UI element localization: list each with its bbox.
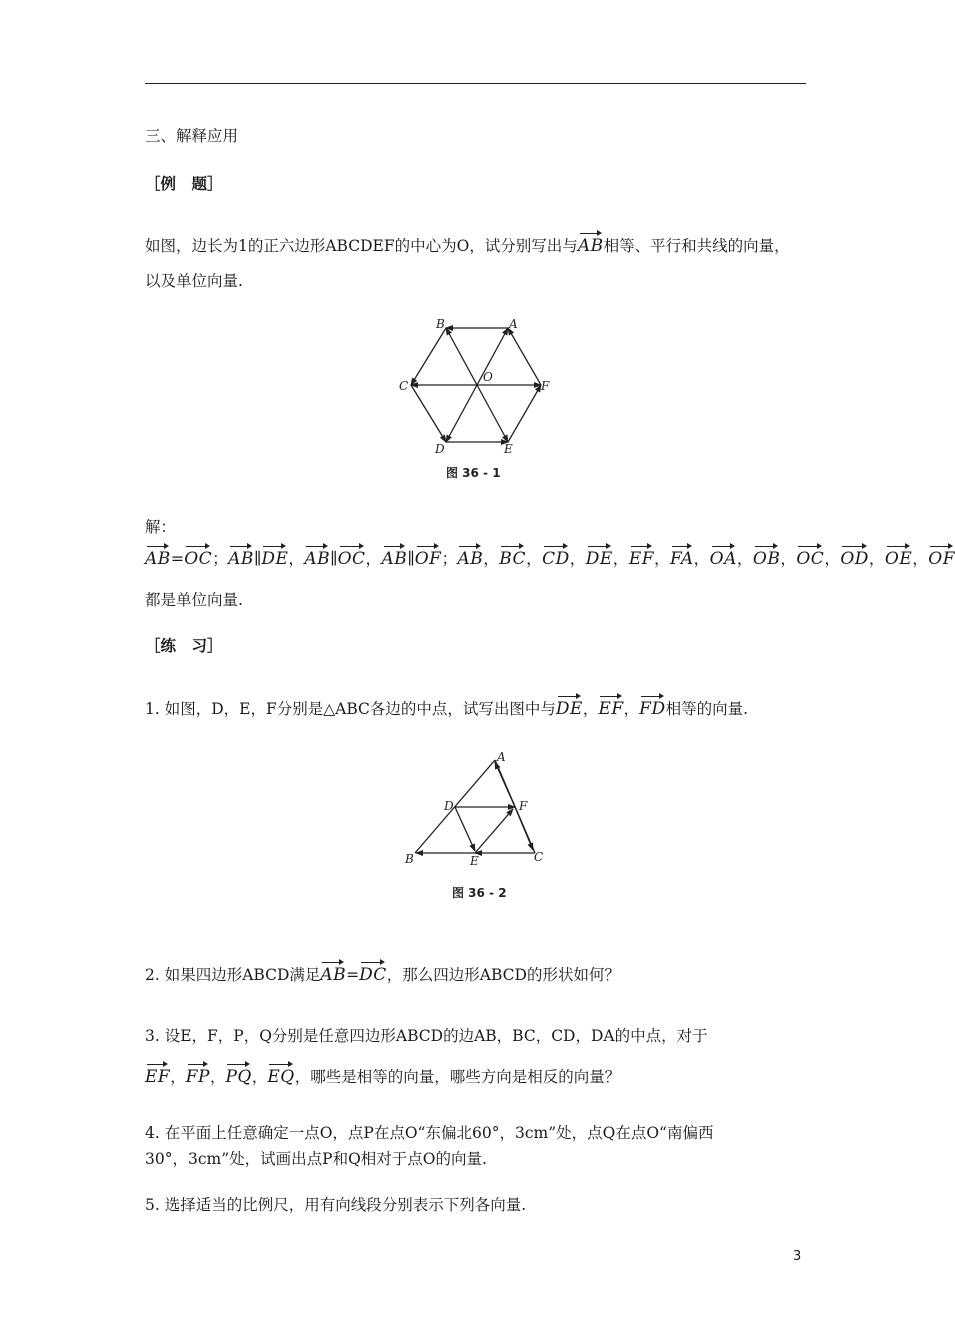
problem-5: 5. 选择适当的比例尺，用有向线段分别表示下列各向量.	[145, 1196, 527, 1214]
unit-vector: EF	[629, 546, 654, 570]
sol-vec: AB	[145, 546, 171, 570]
p3-vec: EQ	[267, 1064, 294, 1088]
vec-b-to-c	[411, 328, 446, 385]
p1-vec: DE	[556, 696, 583, 720]
label-a: A	[497, 750, 506, 764]
sol-sep: ；	[441, 549, 458, 568]
sol-comma: ，	[912, 549, 929, 568]
sol-comma: ，	[780, 549, 797, 568]
sol-parallel: ∥	[330, 549, 338, 568]
vec-c-to-d	[411, 385, 446, 442]
unit-vector-list	[457, 549, 955, 568]
sol-parallel: ∥	[407, 549, 415, 568]
sol-vec: OF	[415, 546, 442, 570]
vec-e-to-f	[508, 385, 541, 442]
unit-vector: OA	[710, 546, 737, 570]
solution-label: 解：	[145, 518, 177, 536]
sol-comma: ，	[569, 549, 586, 568]
example-text-suffix: 相等、平行和共线的向量，	[603, 237, 790, 255]
sol-sep: ；	[212, 549, 229, 568]
example-line2: 以及单位向量.	[145, 272, 243, 290]
sol-comma: ，	[365, 549, 382, 568]
unit-vector: OF	[928, 546, 955, 570]
page-number: 3	[793, 1249, 802, 1264]
label-o: O	[483, 370, 493, 384]
sol-comma: ，	[288, 549, 305, 568]
problem-1-suffix: 相等的向量.	[665, 700, 749, 718]
figure1-caption: 图 36 - 1	[446, 466, 501, 480]
problem-1-prefix: 1. 如图，D，E，F分别是△ABC各边的中点，试写出图中与	[145, 700, 556, 718]
sol-vec: AB	[228, 546, 254, 570]
practice-heading: ［练 习］	[145, 636, 223, 655]
example-line1	[145, 233, 790, 257]
sol-parallel: ∥	[253, 549, 262, 568]
vector-ab: AB	[578, 233, 604, 257]
solution-tail: 都是单位向量.	[145, 591, 243, 609]
problem-2-prefix: 2. 如果四边形ABCD满足	[145, 966, 321, 984]
sol-comma: ，	[824, 549, 841, 568]
unit-vector: FA	[670, 546, 694, 570]
header-rule	[145, 83, 806, 84]
sol-comma: ，	[483, 549, 500, 568]
vec-f-to-a	[495, 762, 515, 807]
label-d: D	[435, 442, 445, 456]
unit-vector: OE	[885, 546, 912, 570]
p1-vec: EF	[598, 696, 623, 720]
vec-o-to-e	[477, 385, 508, 442]
problem-1: 1. 如图，D，E，F分别是△ABC各边的中点，试写出图中与DE，EF，FD相等的向量.	[145, 696, 748, 720]
vec-f-to-a	[508, 328, 541, 385]
sol-vec: OC	[338, 546, 366, 570]
sol-comma: ，	[736, 549, 753, 568]
label-e: E	[470, 854, 479, 868]
unit-vector: BC	[499, 546, 526, 570]
problem-2	[145, 962, 620, 986]
vec-f-to-c	[515, 807, 533, 850]
figure-triangle	[400, 750, 560, 905]
label-d: D	[444, 799, 454, 813]
sol-comma: ，	[868, 549, 885, 568]
label-c: C	[534, 850, 544, 864]
vec-o-to-b	[446, 328, 477, 385]
label-f: F	[519, 799, 528, 813]
problem-2-suffix: ，那么四边形ABCD的形状如何？	[386, 966, 620, 984]
sol-vec: OC	[184, 546, 212, 570]
label-b: B	[436, 317, 445, 331]
unit-vector: DE	[586, 546, 613, 570]
unit-vector: OC	[796, 546, 824, 570]
sol-vec: DE	[261, 546, 288, 570]
problem-4-line1: 4. 在平面上任意确定一点O，点P在点O“东偏北60°，3cm”处，点Q在点O“南偏西	[145, 1124, 714, 1142]
figure2-caption: 图 36 - 2	[452, 886, 507, 900]
label-e: E	[504, 442, 513, 456]
unit-vector: OB	[753, 546, 780, 570]
p3-vec: EF	[145, 1064, 170, 1088]
unit-vector: CD	[542, 546, 570, 570]
sol-comma: ，	[526, 549, 543, 568]
figure-hexagon	[390, 312, 570, 487]
example-text-prefix: 如图，边长为1的正六边形ABCDEF的中心为O，试分别写出与	[145, 237, 578, 255]
sol-vec: AB	[382, 546, 408, 570]
sol-comma: ，	[654, 549, 671, 568]
p2-eq: =	[346, 966, 360, 984]
label-c: C	[399, 379, 409, 393]
section-title: 三、解释应用	[145, 127, 239, 145]
vec-d-to-e	[455, 807, 475, 851]
unit-vector: AB	[457, 546, 483, 570]
sol-vec: AB	[304, 546, 330, 570]
p2-vec: DC	[359, 962, 387, 986]
sol-comma: ，	[612, 549, 629, 568]
problem-4-line2: 30°，3cm”处，试画出点P和Q相对于点O的向量.	[145, 1150, 487, 1168]
vec-o-to-d	[446, 385, 477, 442]
solution-line	[145, 546, 955, 570]
problem-3-line1: 3. 设E，F，P，Q分别是任意四边形ABCD的边AB，BC，CD，DA的中点，对于	[145, 1027, 708, 1045]
problem-3-suffix: ，哪些是相等的向量，哪些方向是相反的向量？	[294, 1068, 621, 1086]
vec-e-to-f	[475, 809, 513, 853]
sol-comma: ，	[693, 549, 710, 568]
p1-vec: FD	[639, 696, 665, 720]
sol-eq: =	[170, 549, 185, 568]
example-heading: ［例 题］	[145, 174, 223, 193]
label-f: F	[541, 379, 550, 393]
unit-vector: OD	[840, 546, 869, 570]
p2-vec: AB	[320, 962, 346, 986]
label-a: A	[509, 317, 518, 331]
label-b: B	[405, 852, 414, 866]
p3-vec: FP	[186, 1064, 210, 1088]
p3-vec: PQ	[225, 1064, 251, 1088]
problem-3-line2: EF，FP，PQ，EQ，哪些是相等的向量，哪些方向是相反的向量？	[145, 1064, 620, 1088]
